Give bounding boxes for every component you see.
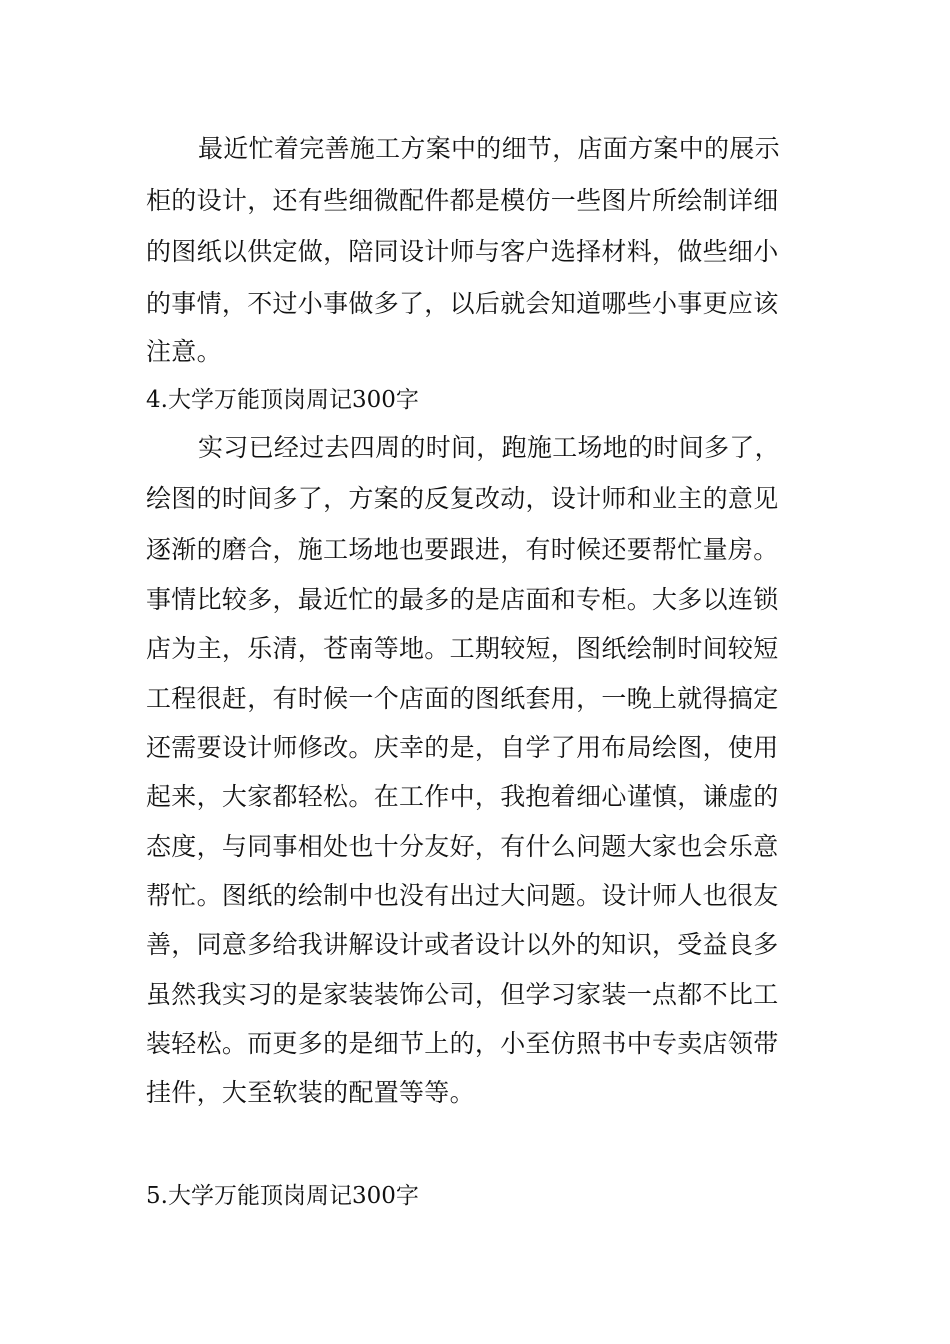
paragraph-2-line-8: 起来，大家都轻松。在工作中，我抱着细心谨慎，谦虚的 [146,782,779,811]
paragraph-1-line-2: 柜的设计，还有些细微配件都是模仿一些图片所绘制详细 [146,186,779,215]
paragraph-1-line-5: 注意。 [146,337,222,366]
paragraph-1-line-1: 最近忙着完善施工方案中的细节，店面方案中的展示 [198,134,780,163]
paragraph-2-line-13: 装轻松。而更多的是细节上的，小至仿照书中专卖店领带 [146,1029,779,1058]
paragraph-2-line-11: 善，同意多给我讲解设计或者设计以外的知识，受益良多 [146,930,779,959]
paragraph-2-line-2: 绘图的时间多了，方案的反复改动，设计师和业主的意见 [146,484,779,513]
paragraph-2-line-4: 事情比较多，最近忙的最多的是店面和专柜。大多以连锁 [146,585,779,614]
paragraph-2-line-10: 帮忙。图纸的绘制中也没有出过大问题。设计师人也很友 [146,881,779,910]
paragraph-2-line-5: 店为主，乐清，苍南等地。工期较短，图纸绘制时间较短 [146,634,779,663]
section-heading-4: 4.大学万能顶岗周记300字 [146,387,419,413]
section-heading-5: 5.大学万能顶岗周记300字 [146,1183,419,1209]
paragraph-2-line-6: 工程很赶，有时候一个店面的图纸套用，一晚上就得搞定 [146,684,779,713]
paragraph-1-line-4: 的事情，不过小事做多了，以后就会知道哪些小事更应该 [146,289,779,318]
paragraph-2-line-14: 挂件，大至软装的配置等等。 [146,1078,475,1107]
paragraph-1-line-3: 的图纸以供定做，陪同设计师与客户选择材料，做些细小 [146,237,779,266]
paragraph-2-line-7: 还需要设计师修改。庆幸的是，自学了用布局绘图，使用 [146,733,779,762]
paragraph-2-line-3: 逐渐的磨合，施工场地也要跟进，有时候还要帮忙量房。 [146,535,779,564]
paragraph-2-line-1: 实习已经过去四周的时间，跑施工场地的时间多了， [198,433,780,462]
paragraph-2-line-12: 虽然我实习的是家装装饰公司，但学习家装一点都不比工 [146,980,779,1009]
paragraph-2-line-9: 态度，与同事相处也十分友好，有什么问题大家也会乐意 [146,832,779,861]
